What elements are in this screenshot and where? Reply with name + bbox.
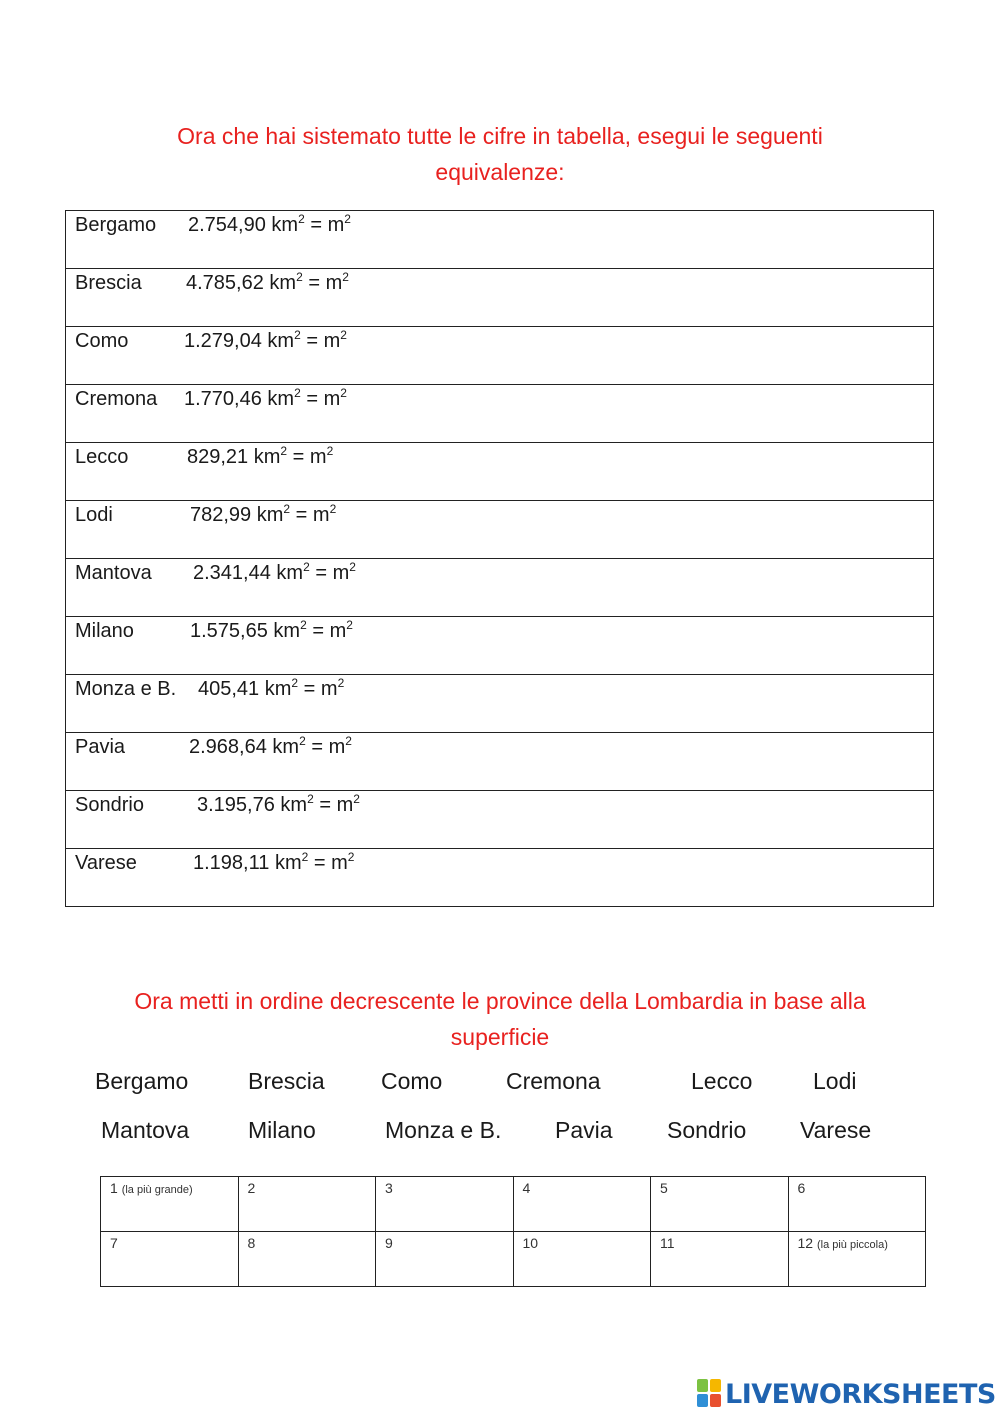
- equivalence-line: [75, 269, 933, 297]
- province-name: Lodi: [75, 504, 113, 526]
- equivalence-line: [75, 733, 933, 761]
- province-area: 829,21: [187, 446, 249, 468]
- equivalence-line: [75, 501, 933, 529]
- unit-to: m: [327, 214, 345, 236]
- unit-to: m: [320, 678, 338, 700]
- equivalence-row: [66, 269, 934, 327]
- word-bank-item[interactable]: Varese: [800, 1117, 872, 1143]
- order-number: 9: [385, 1235, 393, 1251]
- province-area: 2.341,44: [193, 562, 271, 584]
- unit-exponent: 2: [301, 850, 309, 864]
- heading-line: superficie: [450, 1024, 550, 1050]
- unit-to: m: [325, 272, 343, 294]
- equivalence-row: [66, 327, 934, 385]
- province-area: 782,99: [190, 504, 252, 526]
- unit-exponent: 2: [329, 502, 337, 516]
- liveworksheets-logo: [697, 1376, 996, 1412]
- province-name: Milano: [75, 620, 134, 642]
- order-cell[interactable]: [513, 1177, 651, 1232]
- province-name: Brescia: [75, 272, 142, 294]
- unit-exponent: 2: [283, 502, 291, 516]
- equivalence-cell[interactable]: [66, 733, 934, 791]
- unit-to: m: [328, 736, 346, 758]
- unit-from: km: [267, 388, 295, 410]
- logo-text: LIVEWORKSHEETS: [725, 1378, 996, 1410]
- order-number: 7: [110, 1235, 118, 1251]
- equals-sign: =: [308, 852, 332, 874]
- unit-exponent: 2: [296, 270, 303, 284]
- equivalence-line: [75, 617, 933, 645]
- word-bank-item[interactable]: Bergamo: [95, 1068, 189, 1094]
- order-number: 6: [797, 1180, 806, 1196]
- word-bank-item[interactable]: Sondrio: [667, 1117, 747, 1143]
- province-area: 405,41: [198, 678, 260, 700]
- equals-sign: =: [298, 678, 321, 700]
- equals-sign: =: [305, 736, 329, 758]
- word-bank-row: [0, 1068, 1000, 1108]
- order-cell[interactable]: [513, 1232, 651, 1287]
- province-area: 1.198,11: [193, 852, 270, 874]
- unit-exponent: 2: [344, 212, 351, 226]
- word-bank-item[interactable]: Brescia: [248, 1068, 325, 1094]
- equivalence-row: [66, 559, 934, 617]
- word-bank-item[interactable]: Milano: [248, 1117, 316, 1143]
- equals-sign: =: [287, 446, 310, 468]
- equals-sign: =: [290, 504, 313, 526]
- logo-mark-icon: [697, 1379, 723, 1409]
- province-area: 1.279,04: [184, 330, 262, 352]
- province-name: Cremona: [75, 388, 158, 410]
- equivalence-row: [66, 849, 934, 907]
- unit-to: m: [323, 330, 341, 352]
- equivalence-cell[interactable]: [66, 385, 934, 443]
- order-row: [101, 1232, 926, 1287]
- equivalence-row: [66, 385, 934, 443]
- unit-from: km: [272, 736, 300, 758]
- order-number: 12: [797, 1235, 814, 1251]
- unit-exponent: 2: [346, 618, 353, 632]
- exercise-heading-order: [100, 983, 900, 1055]
- equivalence-row: [66, 617, 934, 675]
- equals-sign: =: [300, 330, 324, 352]
- equivalence-line: [75, 211, 933, 239]
- unit-from: km: [271, 214, 299, 236]
- unit-exponent: 2: [347, 850, 355, 864]
- province-area: 3.195,76: [197, 794, 275, 816]
- order-cell[interactable]: [788, 1232, 926, 1287]
- unit-exponent: 2: [337, 676, 345, 690]
- province-area: 2.968,64: [189, 736, 267, 758]
- province-name: Monza e B.: [75, 678, 177, 700]
- unit-exponent: 2: [294, 328, 301, 342]
- unit-exponent: 2: [349, 560, 356, 574]
- word-bank-item[interactable]: Pavia: [555, 1117, 613, 1143]
- unit-from: km: [273, 620, 301, 642]
- equivalence-cell[interactable]: [66, 849, 934, 907]
- order-number: 11: [660, 1235, 675, 1251]
- equivalence-cell[interactable]: [66, 327, 934, 385]
- word-bank-item[interactable]: Como: [381, 1068, 443, 1094]
- unit-to: m: [309, 446, 327, 468]
- word-bank-item[interactable]: Monza e B.: [385, 1117, 502, 1143]
- word-bank-item[interactable]: Mantova: [101, 1117, 190, 1143]
- order-number: 8: [247, 1235, 256, 1251]
- unit-from: km: [264, 678, 292, 700]
- unit-exponent: 2: [326, 444, 334, 458]
- order-table: [100, 1176, 926, 1287]
- equivalence-row: [66, 443, 934, 501]
- equivalence-row: [66, 211, 934, 269]
- province-name: Varese: [75, 852, 137, 874]
- equivalence-line: [75, 675, 933, 703]
- unit-from: km: [274, 852, 302, 874]
- province-name: Mantova: [75, 562, 152, 584]
- equivalence-cell[interactable]: [66, 675, 934, 733]
- unit-from: km: [276, 562, 304, 584]
- equals-sign: =: [306, 620, 330, 642]
- equivalence-row: [66, 501, 934, 559]
- equivalence-row: [66, 675, 934, 733]
- province-name: Pavia: [75, 736, 126, 758]
- equals-sign: =: [309, 562, 333, 584]
- province-area: 4.785,62: [186, 272, 264, 294]
- order-row: [101, 1177, 926, 1232]
- word-bank-item[interactable]: Cremona: [506, 1068, 601, 1094]
- heading-line: Ora metti in ordine decrescente le province della Lombardia in base alla: [134, 988, 866, 1014]
- order-note-largest: (la più grande): [121, 1184, 193, 1196]
- province-name: Bergamo: [75, 214, 157, 236]
- order-number: 1: [110, 1180, 118, 1196]
- order-cell[interactable]: [376, 1232, 514, 1287]
- order-number: 3: [385, 1180, 393, 1196]
- equivalence-row: [66, 733, 934, 791]
- word-bank-item[interactable]: Lecco: [691, 1068, 753, 1094]
- equivalence-cell[interactable]: [66, 269, 934, 327]
- word-bank-item[interactable]: Lodi: [813, 1068, 857, 1094]
- unit-exponent: 2: [299, 734, 306, 748]
- unit-exponent: 2: [353, 792, 360, 806]
- equivalence-line: [75, 559, 933, 587]
- unit-to: m: [329, 620, 347, 642]
- equivalence-line: [75, 385, 933, 413]
- order-number: 5: [660, 1180, 668, 1196]
- unit-from: km: [269, 272, 297, 294]
- unit-exponent: 2: [345, 734, 352, 748]
- equivalence-line: [75, 443, 933, 471]
- unit-exponent: 2: [340, 328, 347, 342]
- order-number: 4: [522, 1180, 531, 1196]
- equivalence-cell[interactable]: [66, 443, 934, 501]
- equivalence-cell[interactable]: [66, 211, 934, 269]
- word-bank-row: [0, 1117, 1000, 1157]
- equals-sign: =: [313, 794, 337, 816]
- equivalence-cell[interactable]: [66, 617, 934, 675]
- equivalence-cell[interactable]: [66, 559, 934, 617]
- order-cell[interactable]: [238, 1232, 376, 1287]
- province-area: 2.754,90: [188, 214, 266, 236]
- order-note-smallest: (la più piccola): [816, 1239, 888, 1251]
- equals-sign: =: [302, 272, 326, 294]
- order-number: 2: [247, 1180, 256, 1196]
- order-cell[interactable]: [651, 1177, 789, 1232]
- unit-exponent: 2: [342, 270, 349, 284]
- equivalences-table: [65, 210, 934, 907]
- unit-exponent: 2: [300, 618, 307, 632]
- province-area: 1.770,46: [184, 388, 262, 410]
- order-cell[interactable]: [651, 1232, 789, 1287]
- order-number: 10: [522, 1235, 539, 1251]
- unit-from: km: [256, 504, 284, 526]
- province-name: Lecco: [75, 446, 129, 468]
- unit-exponent: 2: [303, 560, 310, 574]
- unit-exponent: 2: [280, 444, 288, 458]
- heading-line: equivalenze:: [435, 159, 565, 185]
- unit-from: km: [280, 794, 308, 816]
- equivalence-line: [75, 791, 933, 819]
- unit-to: m: [323, 388, 341, 410]
- unit-exponent: 2: [294, 386, 301, 400]
- unit-to: m: [336, 794, 354, 816]
- exercise-heading-equivalences: [100, 118, 900, 190]
- equivalence-cell[interactable]: [66, 501, 934, 559]
- province-area: 1.575,65: [190, 620, 268, 642]
- equals-sign: =: [304, 214, 328, 236]
- unit-from: km: [267, 330, 295, 352]
- province-name: Como: [75, 330, 129, 352]
- unit-exponent: 2: [307, 792, 314, 806]
- unit-from: km: [253, 446, 281, 468]
- unit-to: m: [331, 852, 348, 874]
- unit-exponent: 2: [298, 212, 305, 226]
- order-cell[interactable]: [788, 1177, 926, 1232]
- unit-exponent: 2: [291, 676, 299, 690]
- order-cell[interactable]: [238, 1177, 376, 1232]
- equivalence-line: [75, 327, 933, 355]
- equivalence-cell[interactable]: [66, 791, 934, 849]
- heading-line: Ora che hai sistemato tutte le cifre in tabella, esegui le seguenti: [177, 123, 823, 149]
- equivalence-line: [75, 849, 933, 877]
- equals-sign: =: [300, 388, 324, 410]
- unit-to: m: [332, 562, 350, 584]
- unit-to: m: [312, 504, 330, 526]
- equivalence-row: [66, 791, 934, 849]
- order-cell[interactable]: [376, 1177, 514, 1232]
- order-cell[interactable]: [101, 1232, 239, 1287]
- unit-exponent: 2: [340, 386, 347, 400]
- province-name: Sondrio: [75, 794, 144, 816]
- order-cell[interactable]: [101, 1177, 239, 1232]
